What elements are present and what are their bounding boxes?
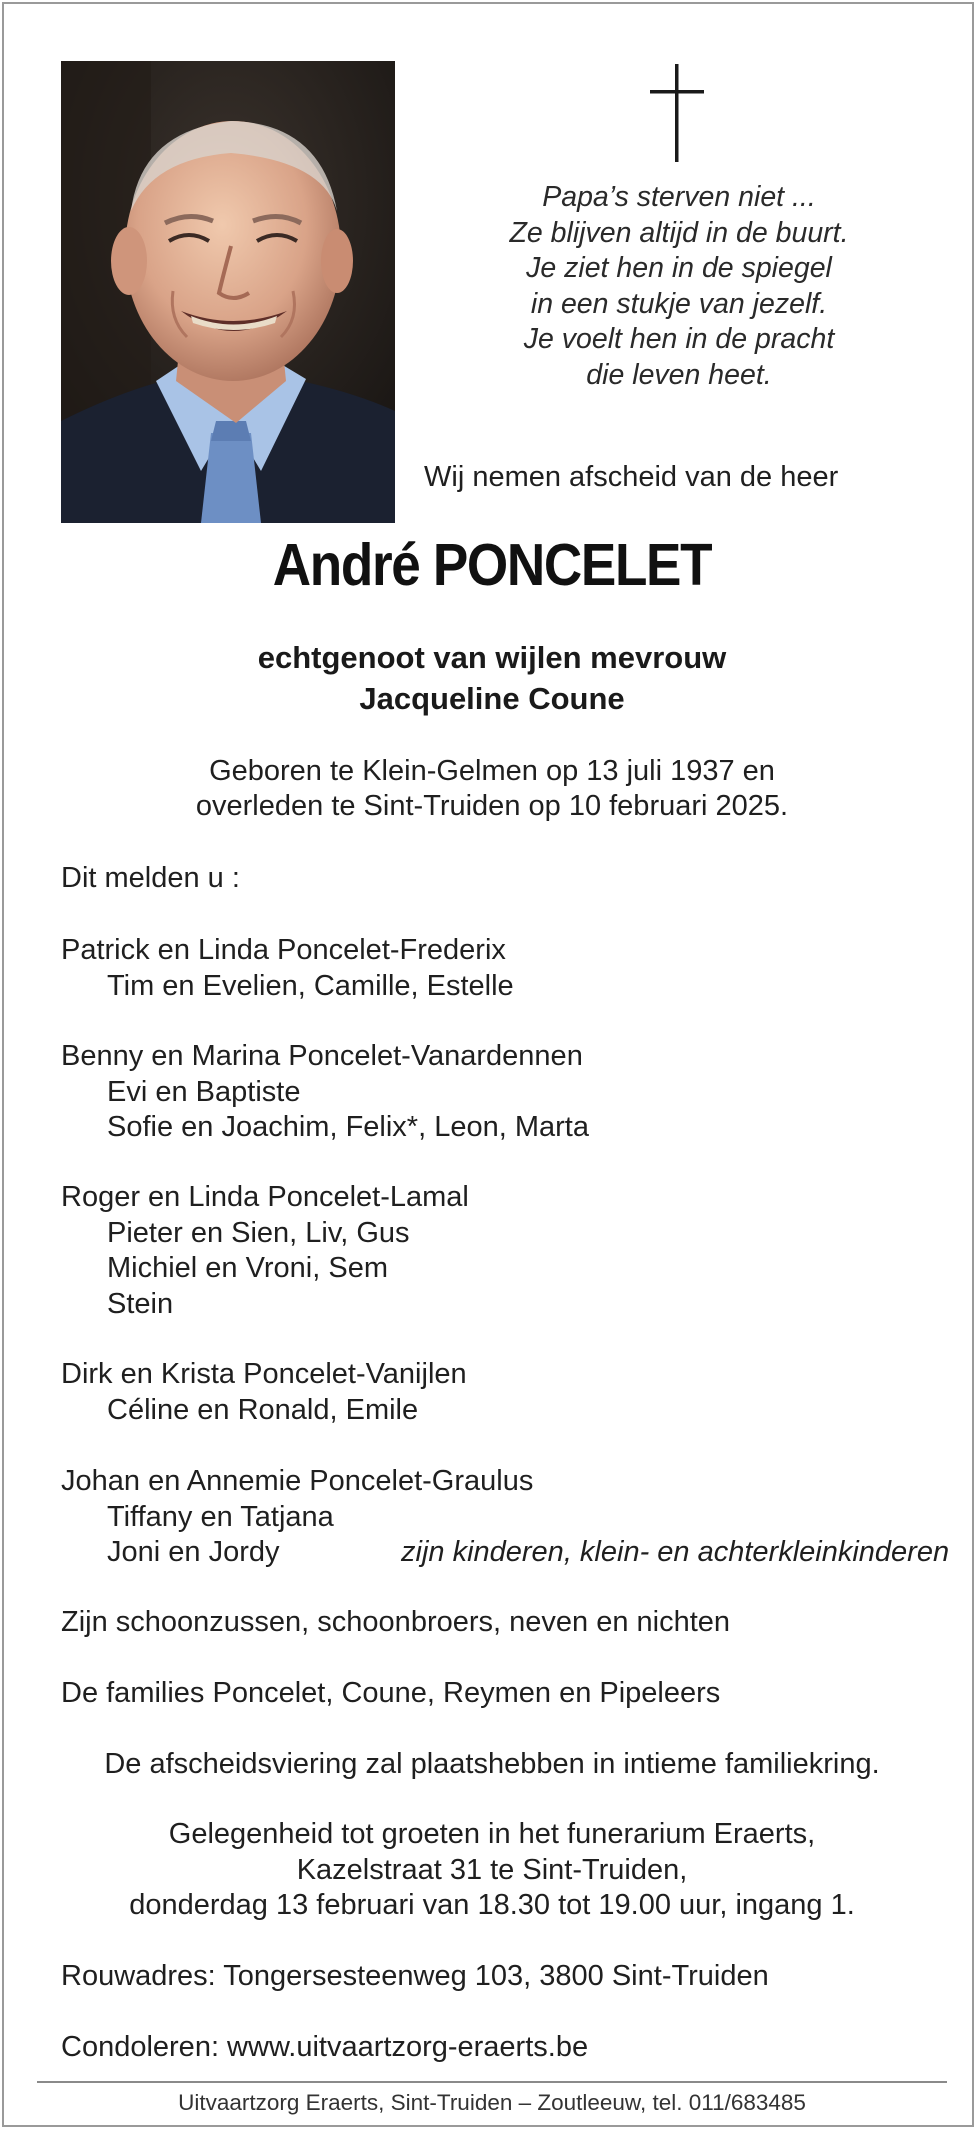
poem-line: Papa’s sterven niet ... [542,181,816,213]
family-group [61,1039,589,1146]
family-member-row [61,1535,950,1571]
spouse-info [4,637,980,719]
life-dates [4,754,980,824]
poem-line: Je voelt hen in de pracht [523,323,835,355]
poem-line: in een stukje van jezelf. [530,287,828,320]
visitation-line: donderdag 13 februari van 18.30 tot 19.00 uur, ingang 1. [129,1889,855,1921]
family-member: Sofie en Joachim, Felix*, Leon, Marta [107,1111,589,1143]
family-head: Roger en Linda Poncelet-Lamal [61,1181,469,1213]
footer-text: Uitvaartzorg Eraerts, Sint-Truiden – Zoutleeuw, tel. 011/683485 [178,2090,806,2115]
obituary-card [2,2,974,2127]
announce-text: Dit melden u : [61,862,240,894]
family-member: Pieter en Sien, Liv, Gus [107,1216,410,1249]
address-text: Rouwadres: Tongersesteenweg 103, 3800 Sint-Truiden [61,1960,769,1992]
family-member: Céline en Ronald, Emile [107,1393,419,1426]
visitation-line: Kazelstraat 31 te Sint-Truiden, [296,1853,688,1886]
portrait-photo [61,61,395,523]
family-head: Benny en Marina Poncelet-Vanardennen [61,1040,583,1072]
family-member: Joni en Jordy [107,1536,280,1568]
family-group [61,933,514,1004]
family-member: Tim en Evelien, Camille, Estelle [107,969,514,1002]
poem-line: Ze blijven altijd in de buurt. [509,216,849,249]
family-group [61,1180,469,1322]
died-line: overleden te Sint-Truiden op 10 februari 2025. [195,790,789,822]
condolences-text: Condoleren: www.uitvaartzorg-eraerts.be [61,2031,589,2063]
deceased-name: André PONCELET [272,532,712,598]
family-group [61,1464,950,1571]
families-text: De families Poncelet, Coune, Reymen en Pipeleers [61,1677,721,1709]
family-head: Johan en Annemie Poncelet-Graulus [61,1465,534,1497]
intro-text: Wij nemen afscheid van de heer [424,461,839,493]
visitation-info [4,1817,980,1924]
family-group [61,1357,467,1428]
family-head: Patrick en Linda Poncelet-Frederix [61,934,506,966]
family-member: Michiel en Vroni, Sem [107,1252,388,1284]
relation-note: zijn kinderen, klein- en achterkleinkinderen [401,1536,950,1568]
portrait-image [61,61,395,523]
visitation-line: Gelegenheid tot groeten in het funerarium Eraerts, [168,1818,816,1850]
family-head: Dirk en Krista Poncelet-Vanijlen [61,1358,467,1390]
cross-icon [650,64,704,162]
poem-line: Je ziet hen in de spiegel [526,252,832,284]
spouse-line: echtgenoot van wijlen mevrouw [257,640,727,675]
family-member: Stein [107,1287,174,1320]
inlaws-text: Zijn schoonzussen, schoonbroers, neven en nichten [61,1606,731,1638]
poem-line: die leven heet. [586,358,772,391]
family-member: Tiffany en Tatjana [107,1500,334,1533]
spouse-name: Jacqueline Coune [359,681,625,716]
poem [444,180,914,393]
ceremony-text: De afscheidsviering zal plaatshebben in intieme familiekring. [104,1748,880,1780]
footer-divider [37,2081,947,2083]
family-member: Evi en Baptiste [107,1075,301,1108]
born-line: Geboren te Klein-Gelmen op 13 juli 1937 en [209,755,775,787]
